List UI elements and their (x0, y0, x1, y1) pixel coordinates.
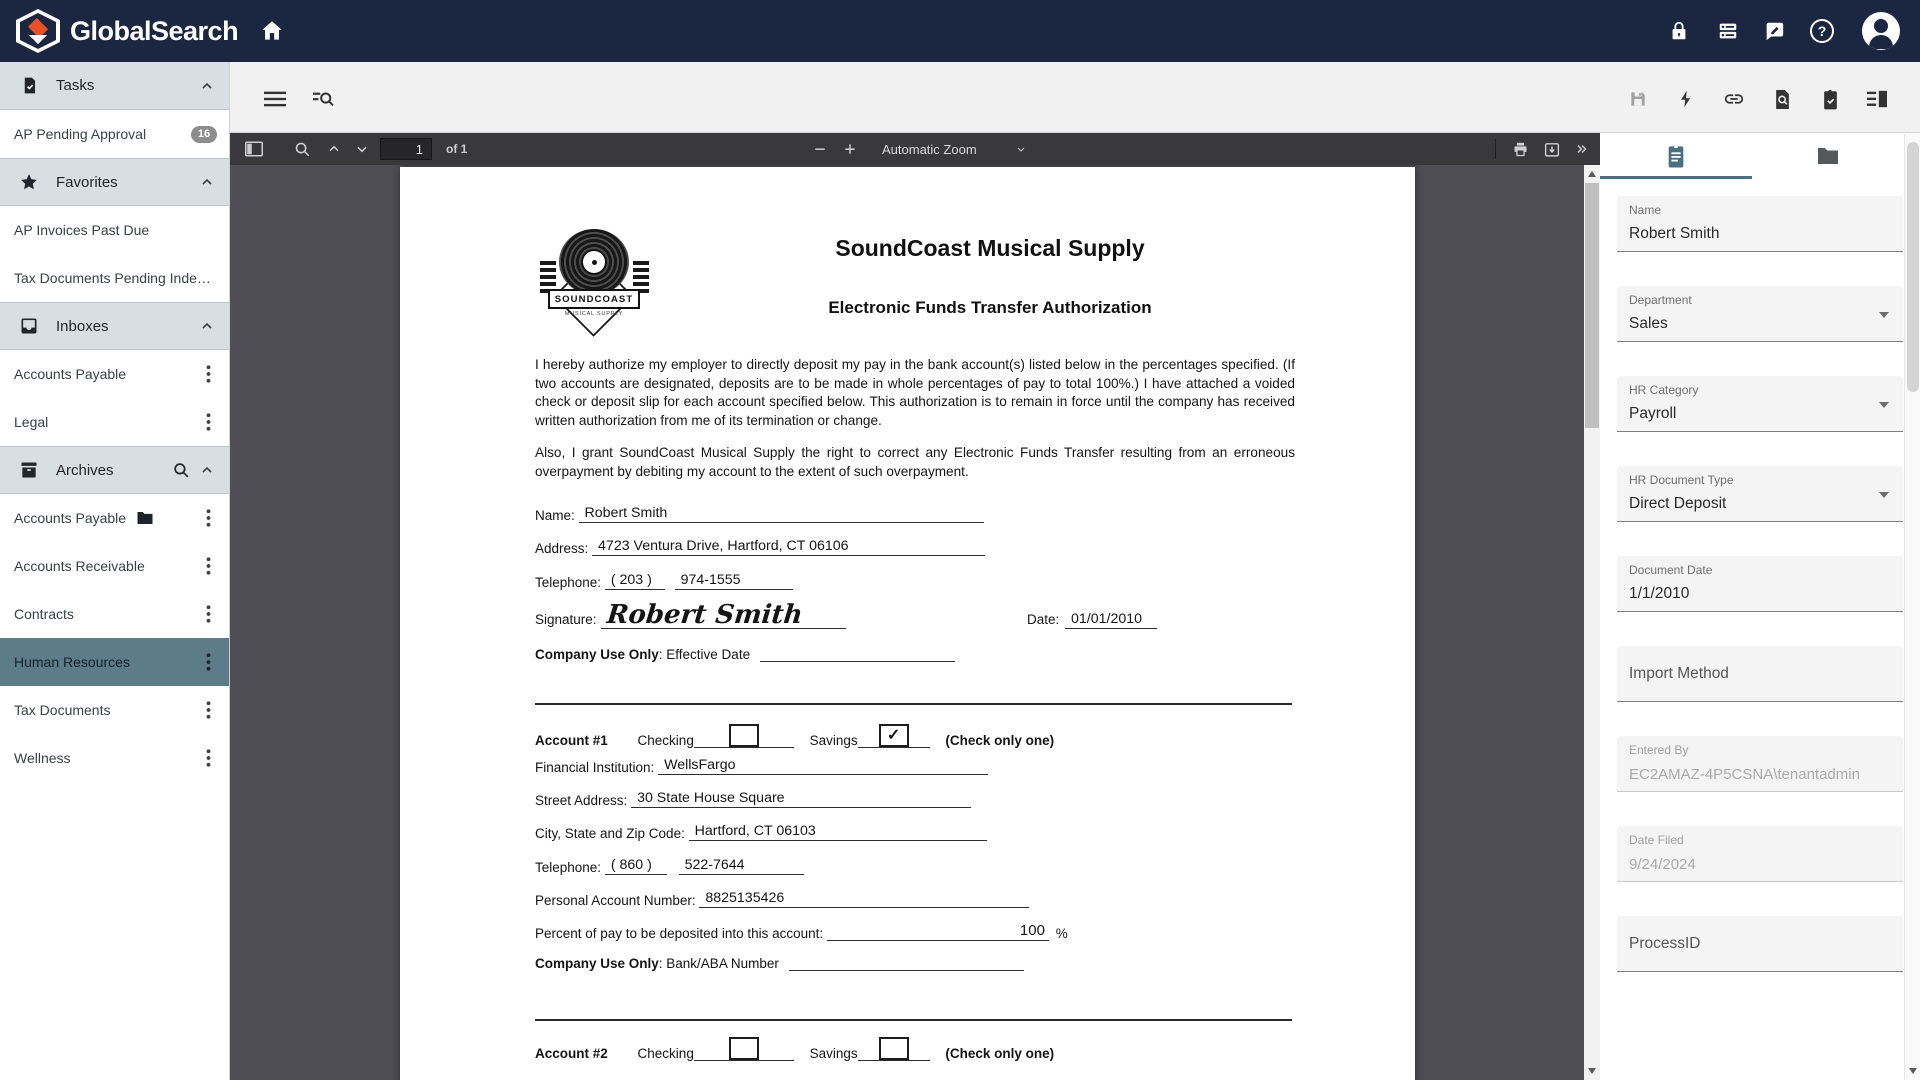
pdf-scrollbar[interactable] (1584, 165, 1600, 1080)
field-hr-category[interactable]: HR Category Payroll (1617, 376, 1903, 432)
folder-icon (1816, 146, 1840, 166)
sidebar-section-tasks[interactable] (0, 62, 229, 110)
savings1-checkbox: ✓ (879, 724, 909, 747)
name-value: Robert Smith (579, 505, 984, 523)
sidebar-section-archives[interactable] (0, 446, 229, 494)
chevron-up-icon[interactable] (199, 462, 215, 478)
document-page (400, 167, 1415, 1080)
archive-icon (18, 459, 40, 481)
field-entered-by: Entered By EC2AMAZ-4P5CSNA\tenantadmin (1617, 736, 1903, 792)
dropdown-caret-icon[interactable] (1879, 492, 1889, 498)
dropdown-caret-icon[interactable] (1879, 402, 1889, 408)
document-subtitle: Electronic Funds Transfer Authorization (828, 298, 1152, 317)
city-state-zip-row: City, State and Zip Code: Hartford, CT 06103 (535, 823, 1305, 841)
sidebar-item-archive-contracts[interactable]: Contracts (0, 590, 229, 638)
field-department[interactable]: Department Sales (1617, 286, 1903, 342)
savings2-checkbox (879, 1037, 909, 1060)
personal-account-number-row: Personal Account Number: 8825135426 (535, 890, 1305, 908)
page-down-icon[interactable] (350, 138, 374, 160)
folder-icon[interactable] (136, 510, 154, 526)
workflow-icon[interactable] (1673, 86, 1699, 112)
sidebar-section-label: Inboxes (56, 317, 109, 335)
authorization-paragraph: I hereby authorize my employer to directly deposit my pay in the bank account(s) listed below in the percentages specified. (If two accounts are designated, deposits are to be made in whole percentages of pay to total 100%.) I have attached a voided check or deposit slip for each account specified below. This authorization is to remain in force until the company has received written authorization from me of its termination or change. (535, 357, 1295, 428)
chevron-up-icon[interactable] (199, 318, 215, 334)
pdf-search-icon[interactable] (290, 138, 314, 160)
app-header (0, 0, 1920, 62)
field-name[interactable]: Name Robert Smith (1617, 196, 1903, 252)
signature-row: Signature: Robert Smith Date: 01/01/2010 (535, 595, 1305, 629)
field-date-filed: Date Filed 9/24/2024 (1617, 826, 1903, 882)
tab-index-fields[interactable] (1600, 134, 1752, 178)
zoom-mode-label: Automatic Zoom (882, 141, 977, 157)
soundcoast-logo: SOUNDCOAST MUSICAL SUPPLY (532, 227, 657, 335)
reading-pane-icon[interactable] (1864, 86, 1890, 112)
phone2-number-value: 522-7644 (679, 857, 804, 875)
app-logo (16, 9, 238, 53)
field-process-id[interactable]: ProcessID (1617, 916, 1903, 972)
phone-number-value: 974-1555 (675, 572, 793, 590)
sidebar (0, 62, 230, 1080)
count-badge: 16 (191, 126, 217, 143)
app-title: GlobalSearch (70, 15, 239, 46)
index-panel (1600, 134, 1920, 1080)
home-icon[interactable] (258, 17, 286, 45)
star-icon (18, 171, 40, 193)
sidebar-section-label: Archives (56, 461, 114, 479)
link-icon[interactable] (1721, 86, 1747, 112)
print-icon[interactable] (1508, 138, 1532, 160)
street-address-value: 30 State House Square (631, 790, 971, 808)
sidebar-item-inbox-accounts-payable[interactable]: Accounts Payable (0, 350, 229, 398)
save-icon (1625, 86, 1651, 112)
search-icon[interactable] (172, 461, 191, 480)
zoom-in-icon[interactable] (838, 138, 862, 160)
personal-account-number-value: 8825135426 (699, 890, 1029, 908)
account-icon[interactable] (1862, 12, 1900, 50)
percent-row: Percent of pay to be deposited into this account: 100 % (535, 922, 1068, 941)
phone2-area-value: ( 860 ) (605, 857, 667, 875)
scroll-down-icon[interactable] (1588, 1068, 1596, 1074)
soundcoast-logo-text: SOUNDCOAST (548, 289, 640, 309)
telephone2-row: Telephone: ( 860 ) 522-7644 (535, 857, 1305, 875)
sidebar-section-inboxes[interactable] (0, 302, 229, 350)
section-divider (535, 1019, 1292, 1021)
kebab-menu-icon[interactable] (199, 364, 217, 384)
toolbar-separator (1495, 139, 1496, 159)
section-divider (535, 703, 1292, 705)
sidebar-item-archive-accounts-payable[interactable]: Accounts Payable (0, 494, 229, 542)
sidebar-item-ap-pending-approval[interactable]: AP Pending Approval 16 (0, 110, 229, 158)
action-toolbar (230, 62, 1920, 133)
sidebar-item-tax-documents-pending[interactable]: Tax Documents Pending Inde… (0, 254, 229, 302)
sidebar-item-archive-human-resources[interactable]: Human Resources (0, 638, 229, 686)
pdf-viewer-area (230, 165, 1600, 1080)
effective-date-row: Company Use Only: Effective Date (535, 647, 1305, 662)
financial-institution-row: Financial Institution: WellsFargo (535, 757, 1305, 775)
signature-value: Robert Smith (601, 605, 846, 629)
sidebar-section-favorites[interactable] (0, 158, 229, 206)
account1-row: Account #1 Checking Savings ✓ (Check only one) (535, 721, 1305, 748)
pdf-toolbar (230, 133, 1600, 165)
city-state-zip-value: Hartford, CT 06103 (689, 823, 987, 841)
page-count-label: of 1 (446, 142, 468, 156)
zoom-mode-select[interactable] (872, 137, 1037, 161)
lock-icon[interactable] (1665, 17, 1693, 45)
sidebar-section-label: Tasks (56, 77, 95, 94)
checking1-checkbox (729, 724, 759, 747)
chevron-up-icon[interactable] (199, 78, 215, 94)
globalsearch-logo-icon (16, 9, 60, 53)
field-hr-document-type[interactable]: HR Document Type Direct Deposit (1617, 466, 1903, 522)
name-row: Name: Robert Smith (535, 505, 1305, 523)
sidebar-item-archive-tax-documents[interactable]: Tax Documents (0, 686, 229, 734)
dropdown-caret-icon[interactable] (1879, 312, 1889, 318)
more-tools-icon[interactable] (1570, 138, 1594, 160)
kebab-menu-icon[interactable] (199, 508, 217, 528)
kebab-menu-icon[interactable] (199, 652, 217, 672)
tasks-icon (18, 75, 40, 97)
download-icon[interactable] (1540, 138, 1564, 160)
address-row: Address: 4723 Ventura Drive, Hartford, CT 06106 (535, 538, 1305, 556)
field-document-date[interactable]: Document Date 1/1/2010 (1617, 556, 1903, 612)
menu-icon[interactable] (262, 86, 288, 112)
kebab-menu-icon[interactable] (199, 748, 217, 768)
panel-scrollbar[interactable] (1904, 134, 1920, 1080)
scroll-up-icon[interactable] (1588, 171, 1596, 177)
bank-aba-row: Company Use Only: Bank/ABA Number (535, 956, 1305, 971)
kebab-menu-icon[interactable] (199, 604, 217, 624)
scrollbar-thumb[interactable] (1907, 142, 1919, 392)
clipboard-icon (1665, 144, 1687, 168)
percent-value: 100 (827, 922, 1049, 941)
sidebar-item-archive-wellness[interactable]: Wellness (0, 734, 229, 782)
inbox-icon (18, 315, 40, 337)
phone-area-value: ( 203 ) (605, 572, 665, 590)
field-import-method[interactable]: Import Method (1617, 646, 1903, 702)
page-up-icon[interactable] (322, 138, 346, 160)
sidebar-item-ap-invoices-past-due[interactable]: AP Invoices Past Due (0, 206, 229, 254)
sidebar-item-archive-accounts-receivable[interactable]: Accounts Receivable (0, 542, 229, 590)
search-results-icon[interactable] (310, 86, 336, 112)
index-fields (1617, 196, 1903, 1006)
address-value: 4723 Ventura Drive, Hartford, CT 06106 (592, 538, 985, 556)
street-address-row: Street Address: 30 State House Square (535, 790, 1305, 808)
active-tab-indicator (1600, 176, 1752, 179)
scroll-down-icon[interactable] (1909, 1068, 1917, 1074)
kebab-menu-icon[interactable] (199, 412, 217, 432)
queues-icon[interactable] (1714, 17, 1742, 45)
checking2-checkbox (729, 1037, 759, 1060)
page-number-input[interactable] (380, 138, 432, 160)
feedback-icon[interactable] (1760, 17, 1788, 45)
sidebar-item-inbox-legal[interactable]: Legal (0, 398, 229, 446)
telephone-row: Telephone: ( 203 ) 974-1555 (535, 572, 1305, 590)
sidebar-section-label: Favorites (56, 173, 118, 191)
chevron-up-icon[interactable] (199, 174, 215, 190)
tasks-check-icon[interactable] (1817, 86, 1843, 112)
kebab-menu-icon[interactable] (199, 700, 217, 720)
document-search-icon[interactable] (1769, 86, 1795, 112)
kebab-menu-icon[interactable] (199, 556, 217, 576)
signature-date-value: 01/01/2010 (1065, 611, 1157, 629)
account2-row: Account #2 Checking Savings (Check only one) (535, 1037, 1305, 1061)
financial-institution-value: WellsFargo (658, 757, 988, 775)
sidebar-toggle-icon[interactable] (242, 138, 266, 160)
document-title: SoundCoast Musical Supply (835, 235, 1145, 261)
help-icon[interactable]: ? (1808, 17, 1836, 45)
correction-paragraph: Also, I grant SoundCoast Musical Supply the right to correct any Electronic Funds Transfer resulting from an erroneous overpayment by debiting my account to the extent of such overpayment. (535, 445, 1295, 479)
tab-related-documents[interactable] (1752, 134, 1904, 178)
scrollbar-thumb[interactable] (1585, 183, 1599, 428)
zoom-out-icon[interactable] (808, 138, 832, 160)
